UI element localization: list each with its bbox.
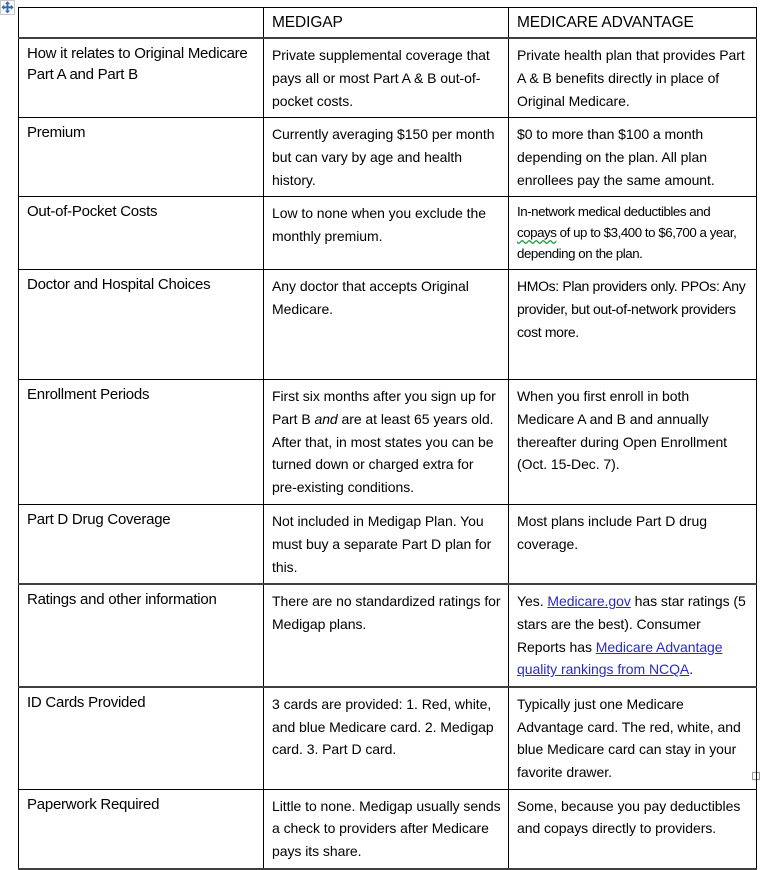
row-label-premium: Premium — [19, 118, 264, 197]
ratings-text-part3: . — [689, 661, 694, 678]
table-row — [19, 584, 757, 687]
table-row — [19, 380, 757, 505]
table-move-handle[interactable] — [0, 0, 15, 15]
enroll-emphasis-and: and — [314, 410, 338, 427]
row-label-paperwork-required: Paperwork Required — [19, 789, 264, 869]
cell-advantage-part-d-drug-coverage: Most plans include Part D drug coverage. — [509, 505, 757, 585]
comparison-table — [18, 7, 757, 870]
table-row — [19, 270, 757, 380]
link-medicare-gov[interactable]: Medicare.gov — [547, 593, 631, 610]
table-row — [19, 687, 757, 789]
row-label-how-it-relates: How it relates to Original Medicare Part A and Part B — [19, 38, 264, 118]
table-row — [19, 505, 757, 585]
cell-medigap-paperwork-required: Little to none. Medigap usually sends a check to providers after Medicare pays its share. — [264, 789, 509, 869]
cell-medigap-doctor-and-hospital-choices: Any doctor that accepts Original Medicare. — [264, 270, 509, 380]
move-cross-icon — [1, 1, 14, 14]
table-row — [19, 789, 757, 869]
enroll-text-part2: are at least 65 years old. After that, in most states you can be turned down or charged extra for pre-existing conditions. — [272, 410, 494, 495]
cell-medigap-enrollment-periods — [264, 380, 509, 505]
cell-advantage-id-cards-provided: Typically just one Medicare Advantage card. The red, white, and blue Medicare card can stay in your favorite drawer. — [509, 687, 757, 789]
cell-advantage-paperwork-required: Some, because you pay deductibles and copays directly to providers. — [509, 789, 757, 869]
header-cell-medicare-advantage: MEDICARE ADVANTAGE — [509, 8, 757, 39]
oop-text-part1: In-network medical deductibles and — [517, 204, 714, 220]
cell-advantage-doctor-and-hospital-choices: HMOs: Plan providers only. PPOs: Any provider, but out-of-network providers cost more. — [509, 270, 757, 380]
cell-medigap-out-of-pocket-costs: Low to none when you exclude the monthly premium. — [264, 197, 509, 270]
table-row — [19, 118, 757, 197]
header-cell-blank — [19, 8, 264, 39]
cell-advantage-enrollment-periods: When you first enroll in both Medicare A and B and annually thereafter during Open Enrollment (Oct. 15-Dec. 7). — [509, 380, 757, 505]
enroll-text-part1: First six months after you sign up for Part B — [272, 388, 496, 427]
link-ncqa-rankings[interactable]: Medicare Advantage quality rankings from NCQA — [517, 638, 723, 678]
ratings-text-part1: Yes. — [517, 593, 548, 610]
table-row — [19, 38, 757, 118]
header-cell-medigap: MEDIGAP — [264, 8, 509, 39]
cell-medigap-ratings: There are no standardized ratings for Medigap plans. — [264, 584, 509, 687]
row-label-doctor-and-hospital-choices: Doctor and Hospital Choices — [19, 270, 264, 380]
row-label-id-cards-provided: ID Cards Provided — [19, 687, 264, 789]
oop-misspelled-word: copays — [517, 225, 557, 241]
table-row — [19, 197, 757, 270]
row-label-out-of-pocket-costs: Out-of-Pocket Costs — [19, 197, 264, 270]
cell-advantage-premium: $0 to more than $100 a month depending on the plan. All plan enrollees pay the same amount. — [509, 118, 757, 197]
cell-advantage-out-of-pocket-costs — [509, 197, 757, 270]
row-label-enrollment-periods: Enrollment Periods — [19, 380, 264, 505]
row-label-ratings-and-other-information: Ratings and other information — [19, 584, 264, 687]
cell-medigap-premium: Currently averaging $150 per month but can vary by age and health history. — [264, 118, 509, 197]
oop-text-part2: of up to $3,400 to $6,700 a year, depending on the plan. — [517, 225, 737, 261]
cell-advantage-ratings — [509, 584, 757, 687]
cell-medigap-how-it-relates: Private supplemental coverage that pays all or most Part A & B out-of-pocket costs. — [264, 38, 509, 118]
cell-medigap-part-d-drug-coverage: Not included in Medigap Plan. You must buy a separate Part D plan for this. — [264, 505, 509, 585]
cell-advantage-how-it-relates: Private health plan that provides Part A & B benefits directly in place of Original Medicare. — [509, 38, 757, 118]
ratings-text-part2: has star ratings (5 stars are the best). Consumer Reports has — [517, 593, 746, 655]
table-header-row — [19, 8, 757, 39]
cell-medigap-id-cards-provided: 3 cards are provided: 1. Red, white, and blue Medicare card. 2. Medigap card. 3. Part D card. — [264, 687, 509, 789]
row-label-part-d-drug-coverage: Part D Drug Coverage — [19, 505, 264, 585]
